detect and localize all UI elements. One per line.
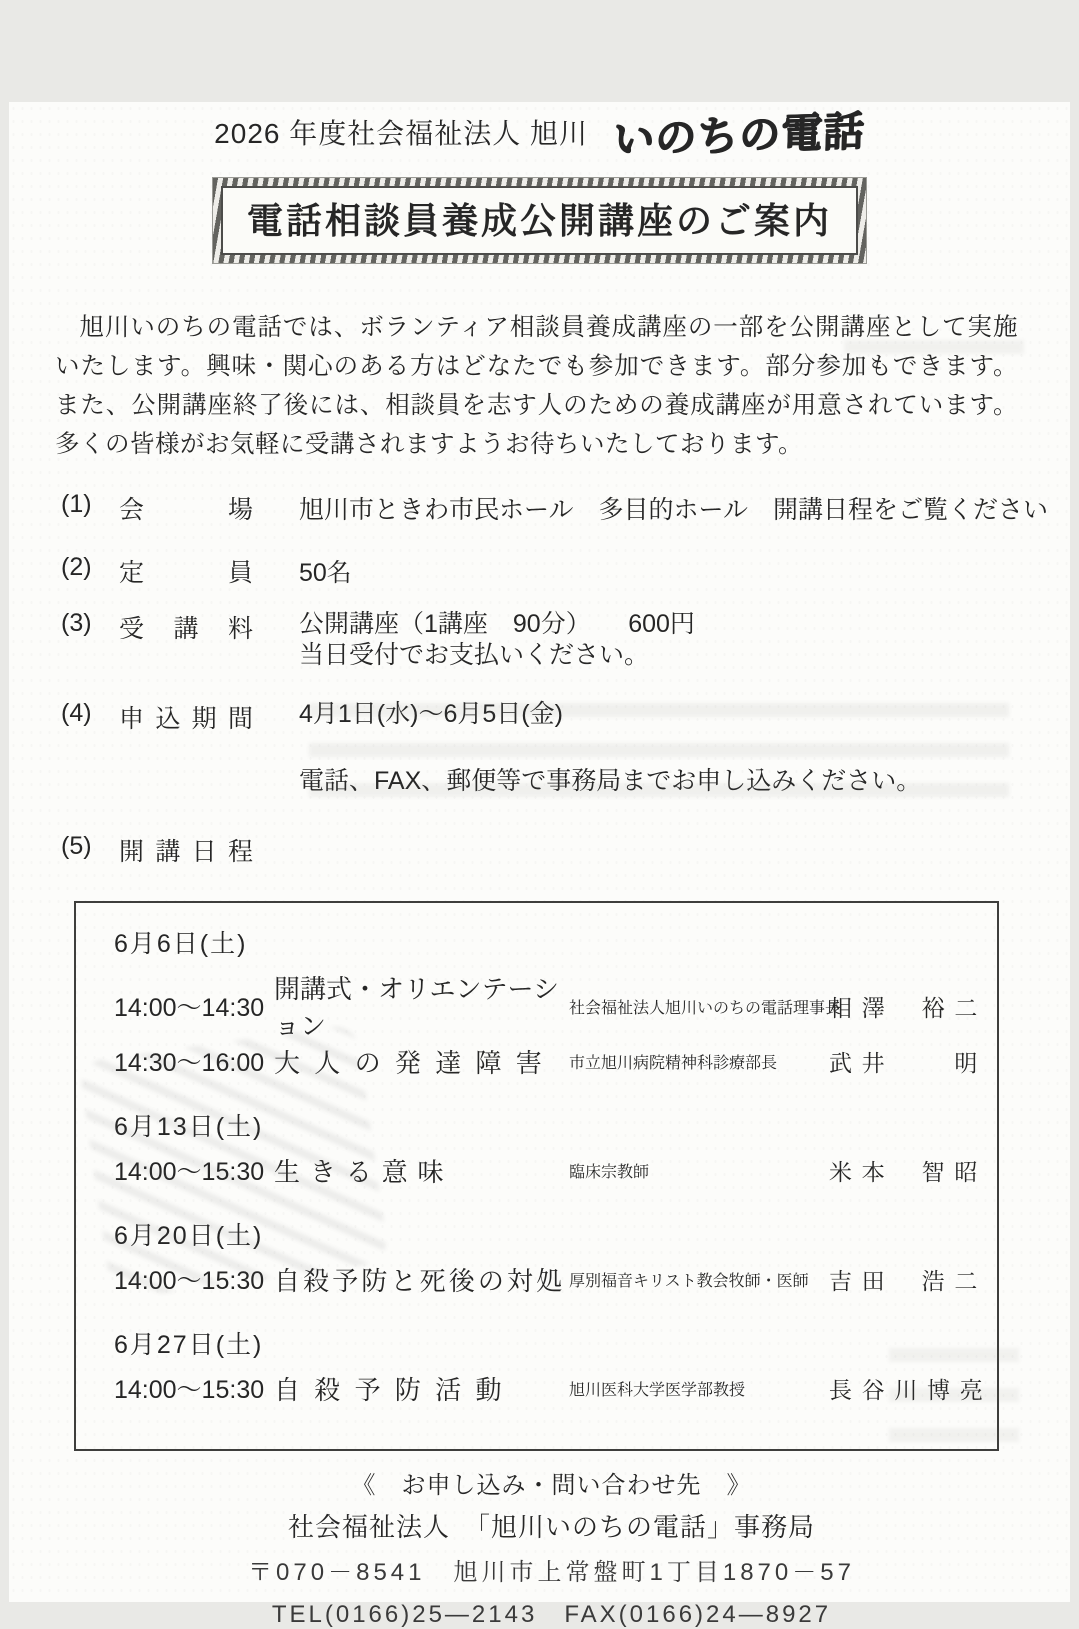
item-value bbox=[253, 699, 1070, 797]
lecturer-given-name: 浩二 bbox=[921, 1268, 987, 1294]
item-number: (4) bbox=[61, 699, 92, 727]
lecture-time: 14:00～14:30 bbox=[114, 993, 265, 1022]
fee-payment-line: 当日受付でお支払いください。 bbox=[299, 641, 650, 669]
item-label: 申込期間 bbox=[119, 705, 253, 733]
info-items bbox=[61, 490, 1070, 868]
lecturer-name bbox=[829, 1372, 993, 1409]
hatched-title-border bbox=[212, 177, 867, 264]
lecture-row bbox=[114, 1045, 987, 1082]
info-item-application-period bbox=[61, 699, 1070, 797]
lecturer-affiliation: 旭川医科大学医学部教授 bbox=[569, 1382, 746, 1399]
lecturer-given-name: 裕二 bbox=[921, 994, 987, 1021]
session-june-27 bbox=[114, 1330, 993, 1409]
session-june-13 bbox=[114, 1112, 987, 1191]
contact-address: 〒070－8541 旭川市上常盤町1丁目1870－57 bbox=[248, 1559, 855, 1586]
lecture-row bbox=[114, 1154, 987, 1191]
info-item-venue bbox=[61, 490, 1070, 526]
page-title: 電話相談員養成公開講座のご案内 bbox=[221, 186, 858, 255]
item-number: (2) bbox=[61, 553, 92, 581]
lecturer-affiliation: 社会福祉法人旭川いのちの電話理事長 bbox=[569, 999, 842, 1017]
lecturer-name bbox=[829, 1263, 987, 1300]
item-label: 定員 bbox=[119, 559, 253, 587]
lecture-title: 自殺予防活動 bbox=[274, 1375, 516, 1405]
schedule-table bbox=[74, 901, 999, 1451]
lecturer-name bbox=[829, 990, 987, 1027]
lecturer-family-name: 長谷川 bbox=[829, 1377, 927, 1403]
lecturer-family-name: 相澤 bbox=[829, 994, 895, 1021]
lecture-row bbox=[114, 1372, 993, 1409]
intro-paragraph: 旭川いのちの電話では、ボランティア相談員養成講座の一部を公開講座として実施いたします。興味・関心のある方はどなたでも参加できます。部分参加もできます。また、公開講座終了後には、相談員を志す人のための養成講座が用意されています。多くの皆様がお気軽に受講されますようお待ちいたしております。 bbox=[55, 314, 1018, 458]
header-line bbox=[9, 102, 1070, 161]
session-date: 6月27日(土) bbox=[114, 1331, 264, 1359]
info-item-capacity bbox=[61, 553, 1070, 589]
lecturer-name bbox=[829, 1045, 987, 1082]
session-june-20 bbox=[114, 1221, 987, 1300]
lecture-title: 開講式・オリエンテーション bbox=[274, 974, 559, 1041]
session-date: 6月20日(土) bbox=[114, 1222, 264, 1250]
fee-amount-line: 公開講座（1講座 90分） 600円 bbox=[299, 610, 695, 638]
lecturer-affiliation: 臨床宗教師 bbox=[569, 1164, 650, 1181]
lecture-title: 大人の発達障害 bbox=[274, 1048, 557, 1078]
contact-heading: 《 お申し込み・問い合わせ先 》 bbox=[351, 1472, 752, 1499]
lecturer-given-name: 博亮 bbox=[926, 1377, 993, 1403]
contact-block bbox=[21, 1465, 1079, 1629]
item-label: 開講日程 bbox=[119, 838, 253, 866]
item-number: (5) bbox=[61, 832, 92, 860]
lecturer-given-name: 智昭 bbox=[921, 1159, 987, 1185]
contact-organization: 社会福祉法人 「旭川いのちの電話」事務局 bbox=[287, 1512, 815, 1542]
lecture-title: 自殺予防と死後の対処 bbox=[274, 1266, 566, 1296]
lecture-time: 14:00～15:30 bbox=[114, 1158, 265, 1186]
lecture-time: 14:00～15:30 bbox=[114, 1376, 265, 1404]
item-value: 旭川市ときわ市民ホール 多目的ホール 開講日程をご覧ください bbox=[299, 496, 1049, 524]
item-value bbox=[253, 609, 1070, 671]
session-date: 6月6日(土) bbox=[114, 930, 248, 958]
lecture-time: 14:00～15:30 bbox=[114, 1267, 265, 1295]
contact-tel-fax: TEL(0166)25—2143 FAX(0166)24—8927 bbox=[271, 1601, 832, 1628]
lecturer-affiliation: 厚別福音キリスト教会牧師・医師 bbox=[569, 1273, 809, 1290]
application-period-dates: 4月1日(水)～6月5日(金) bbox=[299, 700, 563, 728]
item-number: (1) bbox=[61, 490, 92, 518]
lecturer-name bbox=[829, 1154, 987, 1191]
lecture-row bbox=[114, 1263, 987, 1300]
lecturer-affiliation: 市立旭川病院精神科診療部長 bbox=[569, 1055, 778, 1072]
lecturer-given-name: 明 bbox=[954, 1050, 987, 1076]
info-item-fee bbox=[61, 609, 1070, 671]
lecturer-family-name: 米本 bbox=[829, 1159, 895, 1185]
lecture-title: 生きる意味 bbox=[274, 1157, 454, 1187]
session-june-6 bbox=[114, 929, 987, 1082]
info-item-schedule-heading bbox=[61, 832, 1070, 868]
application-method-note: 電話、FAX、郵便等で事務局までお申し込みください。 bbox=[299, 767, 922, 795]
item-value: 50名 bbox=[299, 559, 352, 587]
item-number: (3) bbox=[61, 609, 92, 637]
item-label: 会場 bbox=[119, 496, 253, 524]
year-organization-text: 2026 年度社会福祉法人 旭川 bbox=[214, 118, 589, 149]
item-label: 受講料 bbox=[119, 615, 253, 643]
lecture-row bbox=[114, 971, 987, 1045]
lecturer-family-name: 吉田 bbox=[829, 1268, 895, 1294]
session-date: 6月13日(土) bbox=[114, 1113, 264, 1141]
scanned-flyer-page bbox=[9, 102, 1070, 1628]
title-block bbox=[9, 177, 1070, 264]
inochi-no-denwa-calligraphy-logo: いのちの電話 bbox=[611, 107, 866, 163]
lecturer-family-name: 武井 bbox=[829, 1050, 895, 1076]
lecture-time: 14:30～16:00 bbox=[114, 1049, 265, 1077]
